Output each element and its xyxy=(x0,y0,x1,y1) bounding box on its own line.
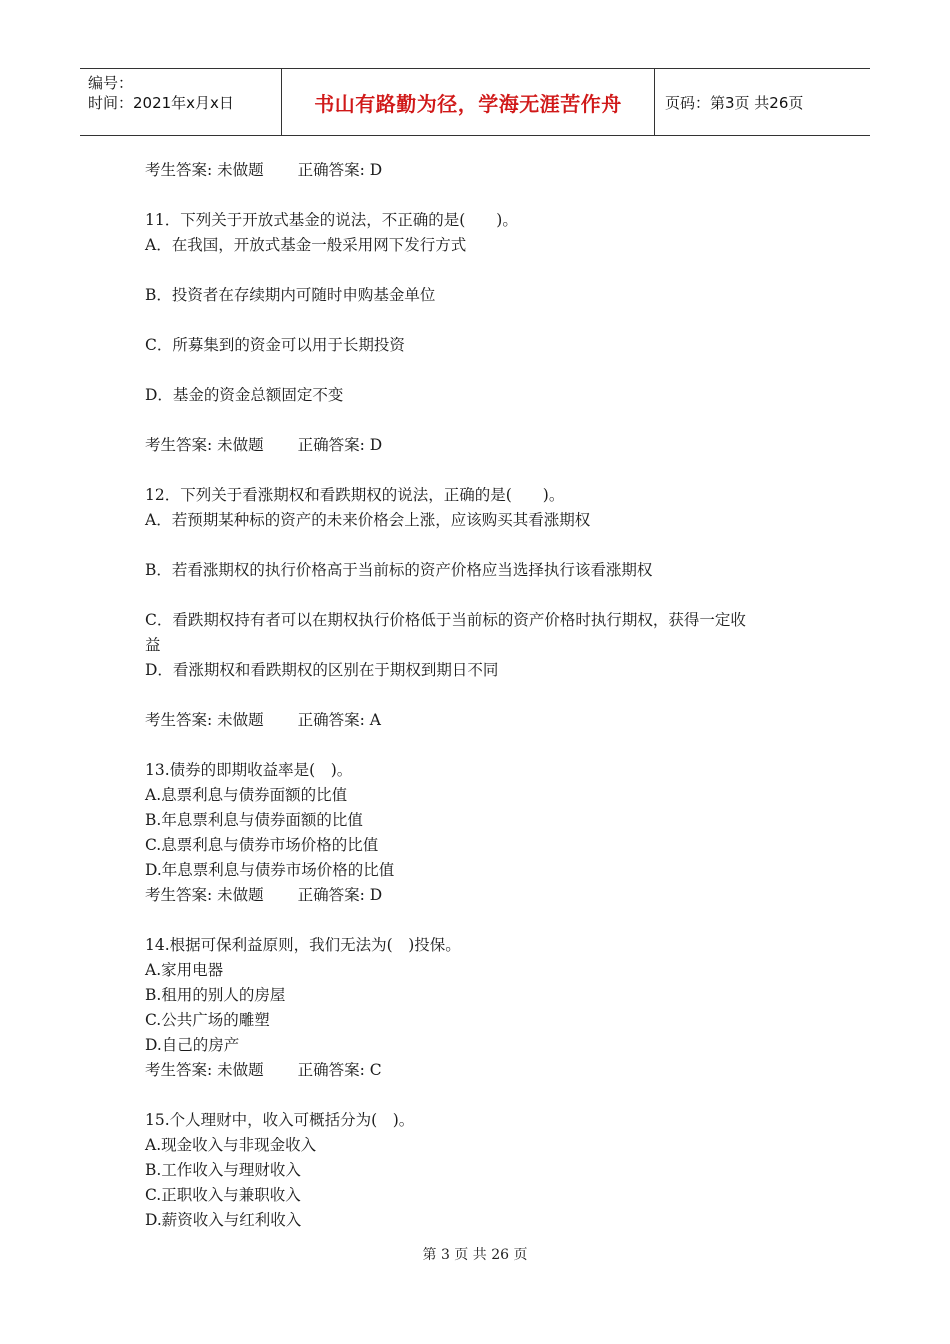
option-12-a: A．若预期某种标的资产的未来价格会上涨，应该购买其看涨期权 xyxy=(145,511,591,529)
option-13-b: B.年息票利息与债券面额的比值 xyxy=(145,811,363,829)
student-answer: 考生答案: 未做题 xyxy=(145,161,264,179)
page-header xyxy=(80,68,870,136)
answer-line-14 xyxy=(145,1058,825,1083)
header-page-label: 页码：第3页 共26页 xyxy=(665,93,804,112)
option-15-c: C.正职收入与兼职收入 xyxy=(145,1186,301,1204)
option-13-d: D.年息票利息与债券市场价格的比值 xyxy=(145,861,395,879)
option-13-c: C.息票利息与债券市场价格的比值 xyxy=(145,836,379,854)
option-14-a: A.家用电器 xyxy=(145,961,224,979)
header-number-label: 编号： xyxy=(88,74,134,92)
header-date-label: 时间：2021年x月x日 xyxy=(88,94,234,112)
student-answer: 考生答案: 未做题 xyxy=(145,1061,264,1079)
option-11-d: D．基金的资金总额固定不变 xyxy=(145,386,344,404)
option-11-b: B．投资者在存续期内可随时申购基金单位 xyxy=(145,286,436,304)
student-answer: 考生答案: 未做题 xyxy=(145,886,264,904)
question-12: 12．下列关于看涨期权和看跌期权的说法，正确的是( )。 xyxy=(145,486,565,504)
option-12-d: D．看涨期权和看跌期权的区别在于期权到期日不同 xyxy=(145,661,499,679)
student-answer: 考生答案: 未做题 xyxy=(145,436,264,454)
option-15-d: D.薪资收入与红利收入 xyxy=(145,1211,302,1229)
option-15-a: A.现金收入与非现金收入 xyxy=(145,1136,317,1154)
question-14: 14.根据可保利益原则，我们无法为( )投保。 xyxy=(145,936,461,954)
question-15: 15.个人理财中，收入可概括分为( )。 xyxy=(145,1111,415,1129)
question-11: 11．下列关于开放式基金的说法，不正确的是( )。 xyxy=(145,211,518,229)
answer-line-11 xyxy=(145,433,825,458)
option-13-a: A.息票利息与债券面额的比值 xyxy=(145,786,348,804)
option-12-c-cont: 益 xyxy=(145,636,161,654)
page-footer: 第 3 页 共 26 页 xyxy=(422,1247,528,1263)
answer-line-10 xyxy=(145,158,825,183)
answer-line-13 xyxy=(145,883,825,908)
header-motto: 书山有路勤为径，学海无涯苦作舟 xyxy=(282,69,655,135)
header-meta xyxy=(80,69,282,135)
option-14-c: C.公共广场的雕塑 xyxy=(145,1011,270,1029)
correct-answer: 正确答案: C xyxy=(297,1061,382,1079)
option-12-b: B．若看涨期权的执行价格高于当前标的资产价格应当选择执行该看涨期权 xyxy=(145,561,653,579)
option-11-c: C．所募集到的资金可以用于长期投资 xyxy=(145,336,405,354)
correct-answer: 正确答案: D xyxy=(297,436,383,454)
correct-answer: 正确答案: D xyxy=(297,886,383,904)
option-15-b: B.工作收入与理财收入 xyxy=(145,1161,301,1179)
student-answer: 考生答案: 未做题 xyxy=(145,711,264,729)
option-14-d: D.自己的房产 xyxy=(145,1036,240,1054)
document-body xyxy=(145,158,825,1233)
option-14-b: B.租用的别人的房屋 xyxy=(145,986,286,1004)
option-12-c: C．看跌期权持有者可以在期权执行价格低于当前标的资产价格时执行期权，获得一定收 xyxy=(145,611,746,629)
answer-line-12 xyxy=(145,708,825,733)
option-11-a: A．在我国，开放式基金一般采用网下发行方式 xyxy=(145,236,467,254)
correct-answer: 正确答案: A xyxy=(297,711,381,729)
question-13: 13.债券的即期收益率是( )。 xyxy=(145,761,353,779)
correct-answer: 正确答案: D xyxy=(297,161,383,179)
